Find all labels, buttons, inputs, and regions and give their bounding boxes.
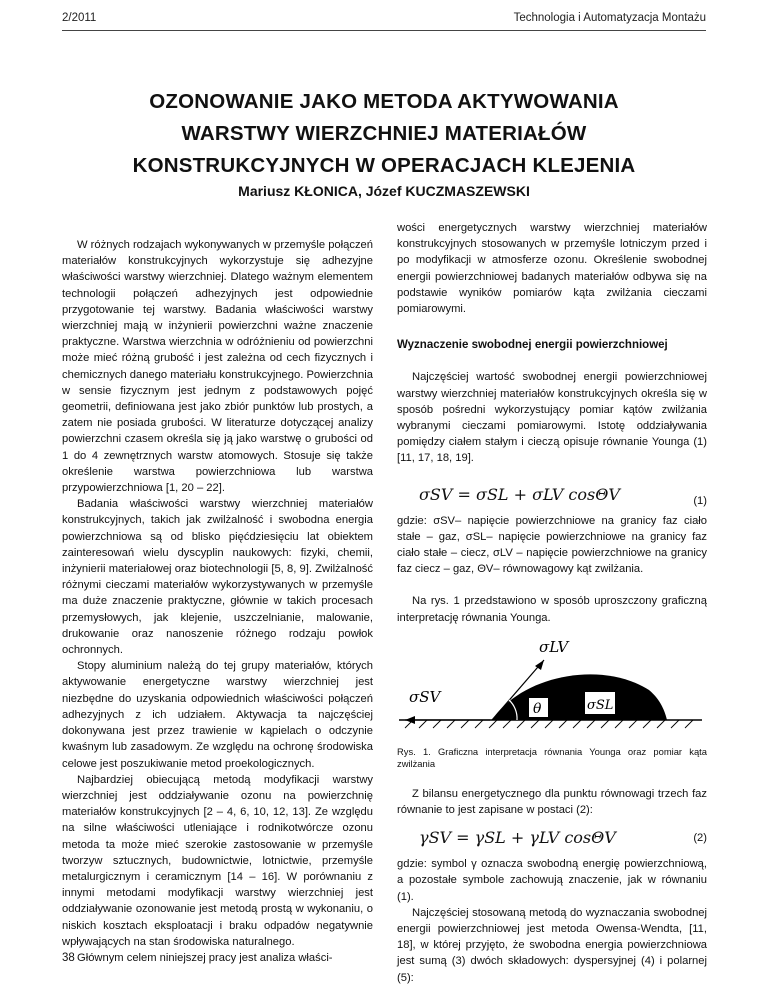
authors: Mariusz KŁONICA, Józef KUCZMASZEWSKI [238,183,530,199]
young-figure [397,640,707,740]
paragraph: wości energetycznych warstwy wierzchniej materiałów konstrukcyjnych stosowanych w przemyśle lotniczym przed i po modyfikacji w atmosferze ozonu. Określenie swobodnej energii powierzchniowej badanych materiałów odbywa się na podstawie wyników pomiarów kąta zwilżania cieczami pomiarowymi. [397,222,707,316]
label-sigma-sl: σSL [587,697,614,713]
surface-hatching [405,720,693,728]
equation-number: (1) [693,494,707,507]
header-rule [62,30,706,31]
article-title [40,86,728,182]
label-sigma-lv: σLV [539,639,569,656]
figure-caption: Rys. 1. Graficzna interpretacja równania Younga oraz pomiar kąta zwilżania [397,745,707,769]
paragraph: W różnych rodzajach wykonywanych w przemyśle połączeń materiałów konstrukcyjnych wykorzystuje się adhezyjne właściwości warstwy wierzchniej. Dlatego ważnym elementem technologii połączeń adhezyjnych jest odpowiednie przygotowanie tej warstwy. Badania właściwości warstwy wierzchniej mają w inżynierii powierzchni ważne znaczenie praktyczne. Warstwa wierzchnia w odróżnieniu od powierzchni może mieć różną grubość i jest zależna od cech fizycznych i chemicznych danego materiału konstrukcyjnego. Powierzchnia w sensie fizycznym jest jednym z podstawowych pojęć geometrii, definiowana jest jako zbiór punktów lub prostych, a zatem nie posiada grubości. W literaturze dotyczącej analizy powierzchni czasem określa się ją jako warstwę o grubości od 1 do 4 zewnętrznych warstw atomowych. Stosuje się także określenie warstwa powierzchniowa lub warstwa przypowierzchniowa [1, 20 – 22]. [62,239,373,495]
equation-legend: gdzie: σSV– napięcie powierzchniowe na granicy faz ciało stałe – gaz, σSL– napięcie powierzchniowe na granicy faz ciało stałe – ciecz, σLV – napięcie powierzchniowe na granicy faz ciecz – gaz, ΘV– równowagowy kąt zwilżania. [397,514,707,576]
equation-formula: γSV = γSL + γLV cosΘV [419,828,616,848]
paragraph: Najczęściej wartość swobodnej energii powierzchniowej warstwy wierzchniej materiałów konstrukcyjnych określa się w sposób pośredni wykorzystujący pomiar kątów zwilżania wybranymi cieczami pomiarowymi. Istotę oddziaływania pomiędzy ciałem stałym i cieczą opisuje równanie Younga (1) [11, 17, 18, 19]. [397,371,707,465]
title-line: OZONOWANIE JAKO METODA AKTYWOWANIA [149,90,619,113]
paragraph: Głównym celem niniejszej pracy jest analiza właści- [77,951,333,964]
label-sigma-sv: σSV [409,687,441,706]
title-line: KONSTRUKCYJNYCH W OPERACJACH KLEJENIA [132,154,636,177]
page-header [62,8,706,28]
equation-formula: σSV = σSL + σLV cosΘV [419,484,620,504]
left-column [62,237,373,966]
page-number: 38 [62,952,75,964]
equation-number: (2) [693,832,707,845]
label-theta: θ [533,700,542,717]
paragraph: Najbardziej obiecującą metodą modyfikacji warstwy wierzchniej jest oddziaływanie ozonu na powierzchnię materiałów konstrukcyjnych [2 – 4, 6, 10, 12, 13]. Ze względu na silne właściwości utleniające i rodnikotwórcze ozonu metoda ta może mieć szerokie zastosowanie w przemyśle tworzyw sztucznych, budownictwie, lotnictwie, przemyśle metalurgicznym i ceramicznym [14 – 16]. W porównaniu z innymi metodami modyfikacji warstwy wierzchniej jest oddziaływanie ozonowanie jest metodą prostą w wykonaniu, o niskich kosztach eksploatacji i braku odpadów negatywnie wpływających na stan środowiska naturalnego. [62,773,373,948]
young-diagram [397,640,707,740]
paragraph: Najczęściej stosowaną metodą do wyznaczania swobodnej energii powierzchniowej jest metoda Owensa-Wendta, [11, 18], w której przyjęto, że swobodna energia powierzchniowa jest sumą (3) dwóch składowych: dyspersyjnej (4) i polarnej (5): [397,906,707,984]
paragraph: Badania właściwości warstwy wierzchniej materiałów konstrukcyjnych, takich jak zwilżalność i swobodna energia powierzchniowa są od blisko pięćdziesięciu lat obiektem zainteresowań wielu dyscyplin naukowych: fizyki, chemii, inżynierii materiałowej oraz biotechnologii [5, 8, 9]. Zwilżalność różnymi cieczami materiałów wykorzystywanych w przemyśle ma duże znaczenie praktyczne, głównie w takich procesach przemysłowych, jak klejenie, uszczelnianie, malowanie, drukowanie oraz nanoszenie różnego rodzaju powłok ochronnych. [62,498,373,657]
journal-name: Technologia i Automatyzacja Montażu [513,12,706,24]
equation-1 [397,483,707,513]
paragraph: Z bilansu energetycznego dla punktu równowagi trzech faz równanie to jest zapisane w postaci (2): [397,787,707,817]
droplet-shape [492,674,667,720]
section-heading: Wyznaczenie swobodnej energii powierzchniowej [397,339,668,352]
paragraph: Na rys. 1 przedstawiono w sposób uproszczony graficzną interpretację równania Younga. [397,595,707,624]
equation-legend: gdzie: symbol γ oznacza swobodną energię powierzchniową, a pozostałe symbole zachowują znaczenie, jak w równaniu (1). [397,858,707,903]
paragraph: Stopy aluminium należą do tej grupy materiałów, których aktywowanie energetyczne warstwy wierzchniej jest niezbędne do uzyskania odpowiednich właściwości połączeń adhezyjnych z ich udziałem. Aktywacja ta najczęściej dokonywana jest przez trawienie w kąpielach o odczynie kwaśnym lub zasadowym. Ze względu na ochronę środowiska celowe jest poszukiwanie metod proekologicznych. [62,660,373,770]
equation-2 [397,826,707,856]
right-column [397,220,707,986]
issue-number: 2/2011 [62,12,97,24]
title-line: WARSTWY WIERZCHNIEJ MATERIAŁÓW [181,122,587,145]
